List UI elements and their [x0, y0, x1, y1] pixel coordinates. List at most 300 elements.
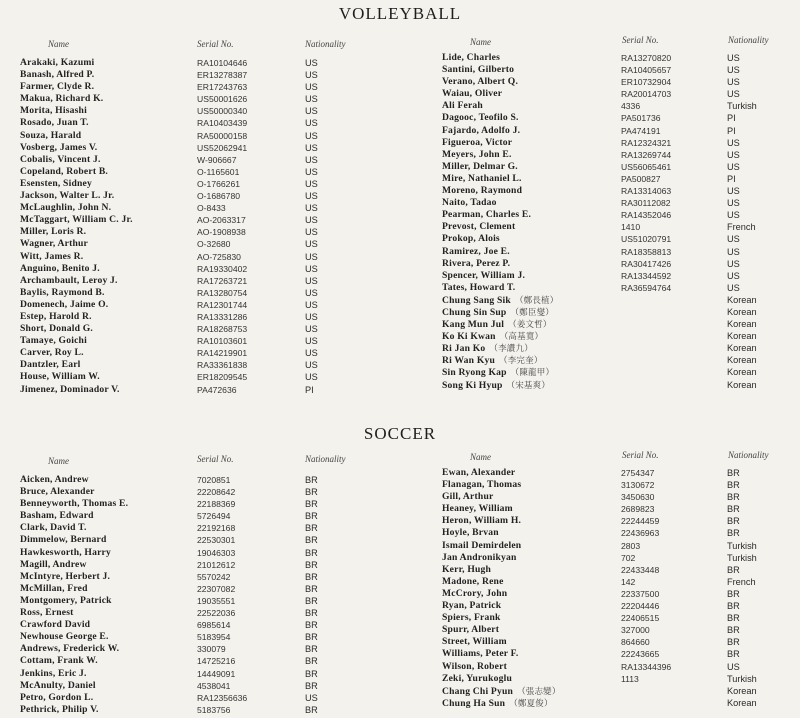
nationality: US — [305, 275, 318, 286]
roster-row — [442, 197, 792, 209]
player-name — [20, 323, 93, 335]
nationality: US — [305, 166, 318, 177]
nationality: BR — [305, 668, 318, 679]
player-name-text: Miller, Loris R. — [20, 226, 87, 238]
roster-row — [442, 540, 792, 552]
roster-row — [442, 354, 792, 366]
player-name-text: Meyers, John E. — [442, 148, 512, 160]
nationality: BR — [305, 487, 318, 498]
roster-row — [442, 527, 792, 539]
player-name-text: Ewan, Alexander — [442, 467, 516, 478]
player-name-text: Morita, Hisashi — [20, 105, 87, 117]
roster-row — [20, 226, 380, 238]
soccer-right-header-serial: Serial No. — [622, 450, 659, 460]
serial-number: 22243665 — [621, 649, 660, 660]
serial-number: 21012612 — [197, 559, 236, 570]
player-name — [442, 576, 504, 588]
player-name-text: Cobalis, Vincent J. — [20, 153, 101, 165]
roster-row — [442, 149, 792, 161]
roster-row — [442, 564, 792, 576]
serial-number: US50001626 — [197, 94, 248, 105]
serial-number: RA30112082 — [621, 198, 671, 209]
nationality: US — [305, 154, 318, 165]
roster-row — [442, 64, 792, 76]
nationality: Korean — [727, 379, 757, 390]
nationality: US — [305, 287, 318, 298]
roster-row — [442, 258, 792, 270]
roster-row — [442, 173, 792, 185]
serial-number: RA36594764 — [621, 282, 672, 293]
roster-row — [442, 366, 792, 378]
serial-number: RA13344592 — [621, 270, 672, 281]
serial-number: 330079 — [197, 644, 226, 655]
volleyball-right-roster — [442, 52, 792, 391]
nationality: US — [305, 239, 318, 250]
player-name-text: Rosado, Juan T. — [20, 117, 89, 129]
serial-number: RA13331286 — [197, 311, 248, 322]
player-name — [442, 185, 522, 197]
nationality: BR — [305, 704, 318, 715]
player-name — [20, 474, 89, 486]
player-name-text: McCrory, John — [442, 587, 508, 599]
nationality: US — [727, 77, 740, 88]
nationality: BR — [305, 680, 318, 691]
roster-row — [20, 263, 380, 275]
player-name-hanja: （李完奎） — [499, 355, 543, 366]
player-name-text: Jan Andronikyan — [442, 551, 517, 563]
roster-row — [442, 467, 792, 479]
serial-number: 5183756 — [197, 704, 231, 715]
player-name-text: Wilson, Robert — [442, 660, 507, 672]
nationality: BR — [305, 523, 318, 534]
serial-number: 22244459 — [621, 516, 660, 527]
player-name-text: Aicken, Andrew — [20, 474, 89, 485]
serial-number: RA10104646 — [197, 58, 248, 68]
nationality: US — [305, 178, 318, 189]
roster-row — [20, 105, 380, 117]
nationality: US — [305, 324, 318, 335]
serial-number: RA10403439 — [197, 118, 248, 129]
serial-number: 22406515 — [621, 613, 660, 624]
roster-row — [20, 631, 380, 643]
volleyball-left-header-serial: Serial No. — [197, 39, 234, 49]
player-name-text: Chung Ha Sun — [442, 697, 506, 709]
nationality: BR — [727, 492, 740, 503]
player-name — [442, 209, 531, 221]
nationality: US — [727, 198, 740, 209]
serial-number: US56065461 — [621, 161, 672, 172]
player-name-text: Chang Chi Pyun — [442, 685, 514, 697]
serial-number: 22530301 — [197, 535, 236, 546]
player-name — [20, 522, 87, 534]
roster-row — [20, 547, 380, 559]
player-name — [20, 704, 99, 716]
nationality: Turkish — [727, 673, 757, 684]
serial-number: 7020851 — [197, 475, 231, 485]
nationality: Korean — [727, 697, 757, 708]
player-name-text: Ross, Ernest — [20, 607, 74, 619]
roster-row — [20, 238, 380, 250]
player-name — [442, 112, 519, 124]
player-name — [442, 282, 515, 294]
serial-number: W-906667 — [197, 154, 237, 165]
roster-row — [20, 474, 380, 486]
volleyball-right-header-name: Name — [470, 37, 491, 47]
player-name-text: Mire, Nathaniel L. — [442, 172, 522, 184]
player-name-text: Ri Jan Ko — [442, 343, 486, 355]
player-name — [20, 371, 100, 383]
player-name-text: Domenech, Jaime O. — [20, 298, 109, 310]
nationality: US — [305, 251, 318, 262]
player-name — [20, 154, 101, 166]
roster-row — [442, 294, 792, 306]
serial-number: 2754347 — [621, 468, 655, 478]
player-name — [442, 294, 558, 307]
player-name-text: Kang Mun Jul — [442, 319, 505, 331]
serial-number: RA13344396 — [621, 661, 672, 672]
nationality: Turkish — [727, 552, 757, 563]
serial-number: RA14219901 — [197, 348, 248, 359]
volleyball-title: VOLLEYBALL — [338, 4, 462, 23]
roster-row — [442, 76, 792, 88]
player-name-text: Archambault, Leroy J. — [20, 274, 118, 286]
roster-row — [442, 576, 792, 588]
serial-number: RA10405657 — [621, 65, 672, 76]
roster-row — [20, 347, 380, 359]
player-name — [442, 270, 525, 282]
player-name-text: McIntyre, Herbert J. — [20, 570, 111, 582]
player-name-text: McLaughlin, John N. — [20, 202, 112, 214]
player-name-text: Clark, David T. — [20, 522, 87, 534]
roster-row — [442, 209, 792, 221]
player-name — [442, 552, 517, 564]
player-name-text: Montgomery, Patrick — [20, 594, 112, 606]
player-name — [20, 142, 97, 154]
player-name — [20, 359, 81, 371]
serial-number: AO-1908938 — [197, 227, 246, 238]
player-name-text: Magill, Andrew — [20, 558, 87, 570]
nationality: BR — [727, 637, 740, 648]
roster-row — [442, 648, 792, 660]
nationality: US — [305, 299, 318, 310]
player-name-text: Bruce, Alexander — [20, 486, 95, 498]
player-name-text: Spurr, Albert — [442, 624, 500, 636]
player-name-text: Hawkesworth, Harry — [20, 546, 111, 558]
nationality: US — [727, 161, 740, 172]
nationality: US — [727, 270, 740, 281]
player-name — [20, 595, 112, 607]
nationality: Turkish — [727, 540, 757, 551]
nationality: Korean — [727, 319, 757, 330]
player-name — [442, 52, 500, 64]
volleyball-right-header-serial: Serial No. — [622, 35, 659, 45]
player-name-text: Figueroa, Victor — [442, 136, 513, 148]
serial-number: AO-2063317 — [197, 215, 246, 226]
player-name-text: McAnulty, Daniel — [20, 679, 96, 691]
player-name — [442, 624, 499, 636]
serial-number: 22208642 — [197, 487, 236, 498]
serial-number: 2689823 — [621, 504, 655, 515]
nationality: BR — [727, 516, 740, 527]
roster-row — [20, 486, 380, 498]
player-name — [20, 311, 92, 323]
nationality: US — [727, 258, 740, 269]
nationality: BR — [727, 588, 740, 599]
player-name-text: Ko Ki Kwan — [442, 331, 496, 343]
player-name — [20, 384, 120, 396]
roster-row — [442, 185, 792, 197]
player-name — [442, 467, 515, 479]
roster-row — [442, 600, 792, 612]
player-name-text: Newhouse George E. — [20, 631, 109, 643]
nationality: BR — [305, 644, 318, 655]
player-name — [442, 527, 499, 539]
player-name-text: Street, William — [442, 636, 507, 648]
nationality: US — [727, 282, 740, 293]
roster-row — [442, 270, 792, 282]
player-name — [442, 233, 500, 245]
roster-row — [20, 335, 380, 347]
nationality: PI — [727, 173, 736, 184]
nationality: US — [305, 94, 318, 105]
player-name-text: Anguino, Benito J. — [20, 262, 100, 274]
nationality: Korean — [727, 306, 757, 317]
player-name-text: Crawford David — [20, 619, 91, 631]
roster-row — [20, 202, 380, 214]
nationality: French — [727, 576, 756, 587]
nationality: US — [305, 348, 318, 359]
player-name — [442, 503, 513, 515]
serial-number: 3130672 — [621, 480, 655, 491]
serial-number: ER17243763 — [197, 82, 248, 93]
serial-number: US52062941 — [197, 142, 248, 153]
player-name-text: Madone, Rene — [442, 575, 504, 587]
roster-row — [442, 491, 792, 503]
player-name — [20, 238, 88, 250]
roster-row — [20, 619, 380, 631]
roster-row — [20, 522, 380, 534]
roster-row — [20, 559, 380, 571]
serial-number: 5726494 — [197, 511, 231, 522]
player-name — [442, 379, 550, 392]
nationality: BR — [727, 504, 740, 515]
player-name — [20, 510, 94, 522]
player-name — [20, 166, 108, 178]
serial-number: RA19330402 — [197, 263, 248, 274]
player-name-text: Ali Ferah — [442, 100, 483, 112]
player-name — [442, 221, 515, 233]
roster-row — [442, 282, 792, 294]
nationality: Korean — [727, 294, 757, 305]
player-name-text: Kerr, Hugh — [442, 563, 492, 575]
player-name-text: Basham, Edward — [20, 510, 94, 522]
nationality: BR — [305, 656, 318, 667]
player-name — [20, 692, 93, 704]
serial-number: RA20014703 — [621, 89, 672, 100]
nationality: PI — [305, 384, 314, 395]
serial-number: RA18268753 — [197, 324, 248, 335]
player-name-hanja: （陳龍甲） — [510, 367, 555, 378]
player-name-text: Hoyle, Brvan — [442, 527, 499, 539]
nationality: BR — [727, 625, 740, 636]
player-name-text: Jimenez, Dominador V. — [20, 383, 120, 395]
serial-number: 6985614 — [197, 620, 231, 631]
nationality: US — [305, 263, 318, 274]
player-name — [442, 673, 512, 685]
player-name-text: Souza, Harald — [20, 129, 82, 141]
serial-number: 1410 — [621, 222, 641, 233]
roster-row — [20, 384, 380, 396]
player-name-text: Waiau, Oliver — [442, 88, 503, 100]
roster-row — [20, 607, 380, 619]
serial-number: 22188369 — [197, 499, 236, 510]
player-name-text: Miller, Delmar G. — [442, 160, 518, 172]
roster-row — [442, 612, 792, 624]
player-name — [442, 366, 554, 379]
nationality: Korean — [727, 331, 757, 342]
player-name — [20, 190, 114, 202]
serial-number: 702 — [621, 552, 636, 563]
nationality: BR — [727, 468, 740, 478]
player-name-text: Heaney, William — [442, 503, 513, 515]
nationality: BR — [305, 595, 318, 606]
player-name — [442, 491, 493, 503]
serial-number: ER10732904 — [621, 77, 672, 88]
serial-number: US50000340 — [197, 106, 248, 117]
soccer-left-header-serial: Serial No. — [197, 454, 234, 464]
roster-row — [442, 685, 792, 697]
serial-number: 5183954 — [197, 632, 231, 643]
player-name — [442, 88, 502, 100]
nationality: US — [727, 53, 740, 63]
nationality: BR — [305, 547, 318, 558]
player-name-text: Arakaki, Kazumi — [20, 57, 95, 68]
player-name — [442, 342, 533, 355]
player-name — [20, 214, 133, 226]
roster-row — [442, 697, 792, 709]
roster-row — [442, 624, 792, 636]
player-name-text: Prevost, Clement — [442, 221, 516, 233]
roster-row — [442, 112, 792, 124]
player-name — [20, 347, 84, 359]
player-name — [20, 81, 94, 93]
roster-row — [442, 330, 792, 342]
player-name — [20, 668, 87, 680]
player-name-hanja: （鄭長植） — [514, 294, 559, 305]
player-name — [442, 588, 507, 600]
roster-row — [20, 534, 380, 546]
serial-number: ER13278387 — [197, 70, 248, 81]
serial-number: RA14352046 — [621, 210, 672, 221]
soccer-title: SOCCER — [363, 424, 437, 443]
roster-row — [20, 275, 380, 287]
player-name-text: Flanagan, Thomas — [442, 479, 522, 491]
player-name-text: Pearman, Charles E. — [442, 209, 532, 221]
roster-row — [20, 93, 380, 105]
serial-number: RA10103601 — [197, 336, 248, 347]
roster-row — [442, 233, 792, 245]
nationality: French — [727, 222, 756, 233]
player-name-text: Spencer, William J. — [442, 269, 526, 281]
roster-row — [20, 668, 380, 680]
roster-row — [20, 214, 380, 226]
player-name — [442, 125, 520, 137]
serial-number: RA13269744 — [621, 149, 672, 160]
serial-number: US51020791 — [621, 234, 672, 245]
nationality: US — [305, 336, 318, 347]
nationality: BR — [305, 559, 318, 570]
nationality: US — [727, 89, 740, 100]
roster-row — [442, 479, 792, 491]
player-name — [20, 57, 94, 69]
player-name — [442, 479, 521, 491]
roster-row — [20, 323, 380, 335]
player-name — [20, 226, 86, 238]
serial-number: RA50000158 — [197, 130, 248, 141]
player-name — [442, 697, 553, 710]
serial-number: PA501736 — [621, 113, 661, 124]
player-name — [20, 583, 88, 595]
nationality: US — [727, 186, 740, 197]
serial-number: 19046303 — [197, 547, 236, 558]
nationality: US — [305, 118, 318, 129]
player-name-text: Prokop, Alois — [442, 233, 500, 245]
soccer-left-header-nationality: Nationality — [305, 454, 346, 464]
player-name-text: Song Ki Hyup — [442, 379, 503, 391]
roster-row — [20, 154, 380, 166]
volleyball-left-header-name: Name — [48, 39, 69, 49]
roster-row — [20, 81, 380, 93]
serial-number: ER18209545 — [197, 372, 248, 383]
nationality: Turkish — [727, 101, 757, 112]
player-name — [20, 680, 96, 692]
roster-row — [20, 287, 380, 299]
serial-number: RA18358813 — [621, 246, 672, 257]
serial-number: RA33361838 — [197, 360, 248, 371]
nationality: US — [305, 203, 318, 214]
player-name — [20, 643, 119, 655]
soccer-left-roster — [20, 474, 380, 716]
serial-number: 14725216 — [197, 656, 236, 667]
roster-row — [20, 299, 380, 311]
player-name — [20, 202, 111, 214]
player-name-text: Dantzler, Earl — [20, 359, 81, 371]
player-name-text: McTaggart, William C. Jr. — [20, 214, 133, 226]
nationality: US — [305, 191, 318, 202]
player-name — [442, 612, 501, 624]
nationality: US — [305, 70, 318, 81]
roster-row — [20, 583, 380, 595]
nationality: BR — [305, 571, 318, 582]
nationality: PI — [727, 113, 736, 124]
roster-row — [20, 130, 380, 142]
roster-row — [20, 510, 380, 522]
nationality: Korean — [727, 367, 757, 378]
serial-number: 22204446 — [621, 601, 660, 612]
nationality: BR — [305, 535, 318, 546]
soccer-right-header-nationality: Nationality — [728, 450, 769, 460]
player-name — [20, 486, 95, 498]
player-name-text: Dagooc, Teofilo S. — [442, 112, 519, 124]
roster-row — [20, 680, 380, 692]
serial-number: RA12356636 — [197, 692, 248, 703]
serial-number: O-1686780 — [197, 191, 241, 202]
roster-row — [20, 142, 380, 154]
nationality: BR — [727, 480, 740, 491]
player-name — [20, 93, 103, 105]
player-name-text: Tamaye, Goichi — [20, 335, 87, 347]
player-name-text: House, William W. — [20, 371, 100, 383]
